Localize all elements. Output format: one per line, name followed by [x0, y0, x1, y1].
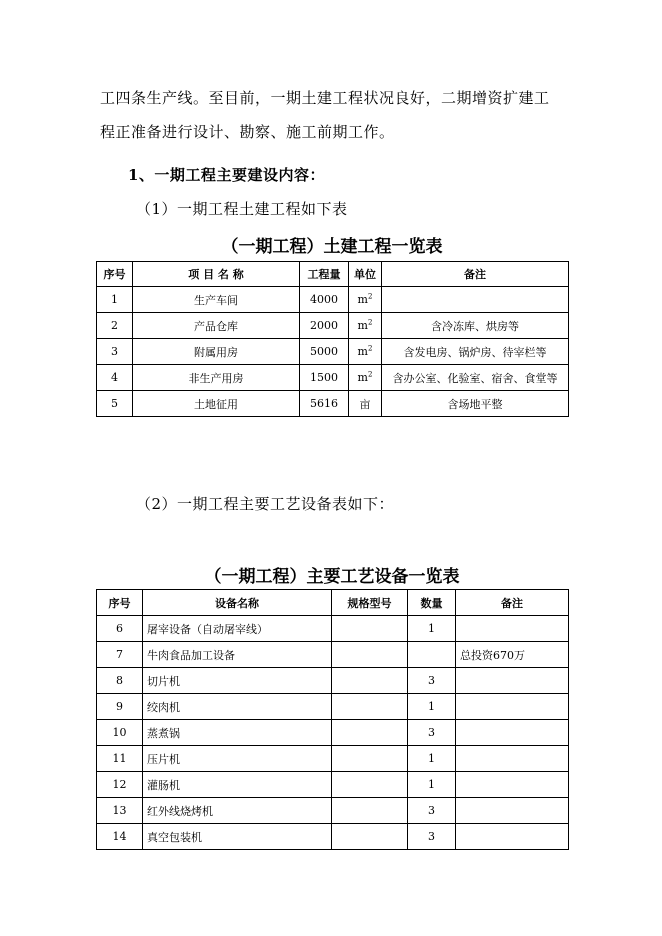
intro-line-2: 程正准备进行设计、勘察、施工前期工作。: [100, 123, 395, 141]
table2-header-row: [97, 590, 569, 616]
cell-note: [456, 798, 569, 824]
cell-note: [456, 616, 569, 642]
cell-spec: [332, 642, 408, 668]
unit-base: m: [357, 293, 368, 306]
cell-unit: [349, 313, 382, 339]
cell-no: 1: [97, 287, 133, 313]
cell-note: [456, 746, 569, 772]
col-header-note: 备注: [456, 590, 569, 616]
cell-qty: [408, 642, 456, 668]
cell-name: 产品仓库: [133, 313, 300, 339]
cell-name: 红外线烧烤机: [143, 798, 332, 824]
cell-note: 含场地平整: [382, 391, 569, 417]
cell-spec: [332, 720, 408, 746]
col-header-qty: 数量: [408, 590, 456, 616]
table-row: [97, 339, 569, 365]
col-header-unit: 单位: [349, 262, 382, 287]
cell-qty: 3: [408, 668, 456, 694]
cell-no: 6: [97, 616, 143, 642]
cell-note: [456, 668, 569, 694]
cell-qty: 1: [408, 616, 456, 642]
table-row: [97, 287, 569, 313]
col-header-qty: 工程量: [300, 262, 349, 287]
cell-qty: 1: [408, 746, 456, 772]
cell-spec: [332, 772, 408, 798]
cell-no: 2: [97, 313, 133, 339]
cell-name: 附属用房: [133, 339, 300, 365]
cell-note: [456, 694, 569, 720]
cell-no: 4: [97, 365, 133, 391]
col-header-spec: 规格型号: [332, 590, 408, 616]
cell-no: 14: [97, 824, 143, 850]
cell-name: 蒸煮锅: [143, 720, 332, 746]
cell-qty: 1500: [300, 365, 349, 391]
table-row: [97, 720, 569, 746]
cell-name: 生产车间: [133, 287, 300, 313]
col-header-note: 备注: [382, 262, 569, 287]
cell-name: 土地征用: [133, 391, 300, 417]
subsection-1-label: （1）一期工程土建工程如下表: [136, 200, 348, 218]
cell-no: 3: [97, 339, 133, 365]
cell-spec: [332, 824, 408, 850]
table-row: [97, 365, 569, 391]
table-row: [97, 668, 569, 694]
table2-caption: （一期工程）主要工艺设备一览表: [204, 567, 460, 587]
cell-no: 11: [97, 746, 143, 772]
cell-no: 13: [97, 798, 143, 824]
cell-note: 含冷冻库、烘房等: [382, 313, 569, 339]
cell-qty: 5616: [300, 391, 349, 417]
section-heading: 1、一期工程主要建设内容：: [128, 166, 325, 184]
unit-base: m: [357, 319, 368, 332]
table-row: [97, 694, 569, 720]
cell-qty: 3: [408, 798, 456, 824]
table-row: [97, 798, 569, 824]
cell-spec: [332, 616, 408, 642]
table1-caption: （一期工程）土建工程一览表: [221, 237, 443, 257]
cell-name: 切片机: [143, 668, 332, 694]
intro-line-1: 工四条生产线。至目前，一期土建工程状况良好，二期增资扩建工: [100, 89, 550, 107]
cell-note: [456, 772, 569, 798]
col-header-no: 序号: [97, 590, 143, 616]
cell-spec: [332, 668, 408, 694]
col-header-name: 设备名称: [143, 590, 332, 616]
cell-spec: [332, 694, 408, 720]
cell-name: 真空包装机: [143, 824, 332, 850]
cell-qty: 3: [408, 824, 456, 850]
cell-name: 非生产用房: [133, 365, 300, 391]
cell-no: 10: [97, 720, 143, 746]
cell-no: 9: [97, 694, 143, 720]
cell-note: 含发电房、锅炉房、待宰栏等: [382, 339, 569, 365]
table-row: [97, 313, 569, 339]
cell-unit: [349, 287, 382, 313]
cell-qty: 5000: [300, 339, 349, 365]
cell-qty: 3: [408, 720, 456, 746]
cell-qty: 4000: [300, 287, 349, 313]
cell-unit: [349, 391, 382, 417]
unit-sup: 2: [367, 370, 373, 379]
table-row: [97, 391, 569, 417]
cell-no: 12: [97, 772, 143, 798]
cell-unit: [349, 339, 382, 365]
unit-base: m: [357, 345, 368, 358]
cell-note: 含办公室、化验室、宿舍、食堂等: [382, 365, 569, 391]
cell-unit: [349, 365, 382, 391]
table-row: [97, 642, 569, 668]
cell-qty: 2000: [300, 313, 349, 339]
table1-header-row: [97, 262, 569, 287]
cell-name: 屠宰设备（自动屠宰线）: [143, 616, 332, 642]
cell-no: 7: [97, 642, 143, 668]
col-header-name: 项 目 名 称: [133, 262, 300, 287]
unit-sup: 2: [367, 344, 373, 353]
cell-no: 5: [97, 391, 133, 417]
civil-works-table: [96, 261, 569, 417]
equipment-table: [96, 589, 569, 850]
table-row: [97, 824, 569, 850]
cell-name: 压片机: [143, 746, 332, 772]
unit-sup: 2: [367, 318, 373, 327]
subsection-2-label: （2）一期工程主要工艺设备表如下：: [136, 495, 395, 513]
cell-spec: [332, 746, 408, 772]
cell-note: 总投资670万: [456, 642, 569, 668]
unit-base: m: [357, 371, 368, 384]
cell-name: 绞肉机: [143, 694, 332, 720]
unit-sup: 2: [367, 292, 373, 301]
cell-spec: [332, 798, 408, 824]
cell-note: [456, 824, 569, 850]
table-row: [97, 616, 569, 642]
cell-note: [382, 287, 569, 313]
cell-no: 8: [97, 668, 143, 694]
cell-note: [456, 720, 569, 746]
table-row: [97, 746, 569, 772]
cell-qty: 1: [408, 772, 456, 798]
cell-name: 牛肉食品加工设备: [143, 642, 332, 668]
cell-qty: 1: [408, 694, 456, 720]
unit-base: 亩: [359, 397, 371, 411]
table-row: [97, 772, 569, 798]
cell-name: 灌肠机: [143, 772, 332, 798]
col-header-no: 序号: [97, 262, 133, 287]
